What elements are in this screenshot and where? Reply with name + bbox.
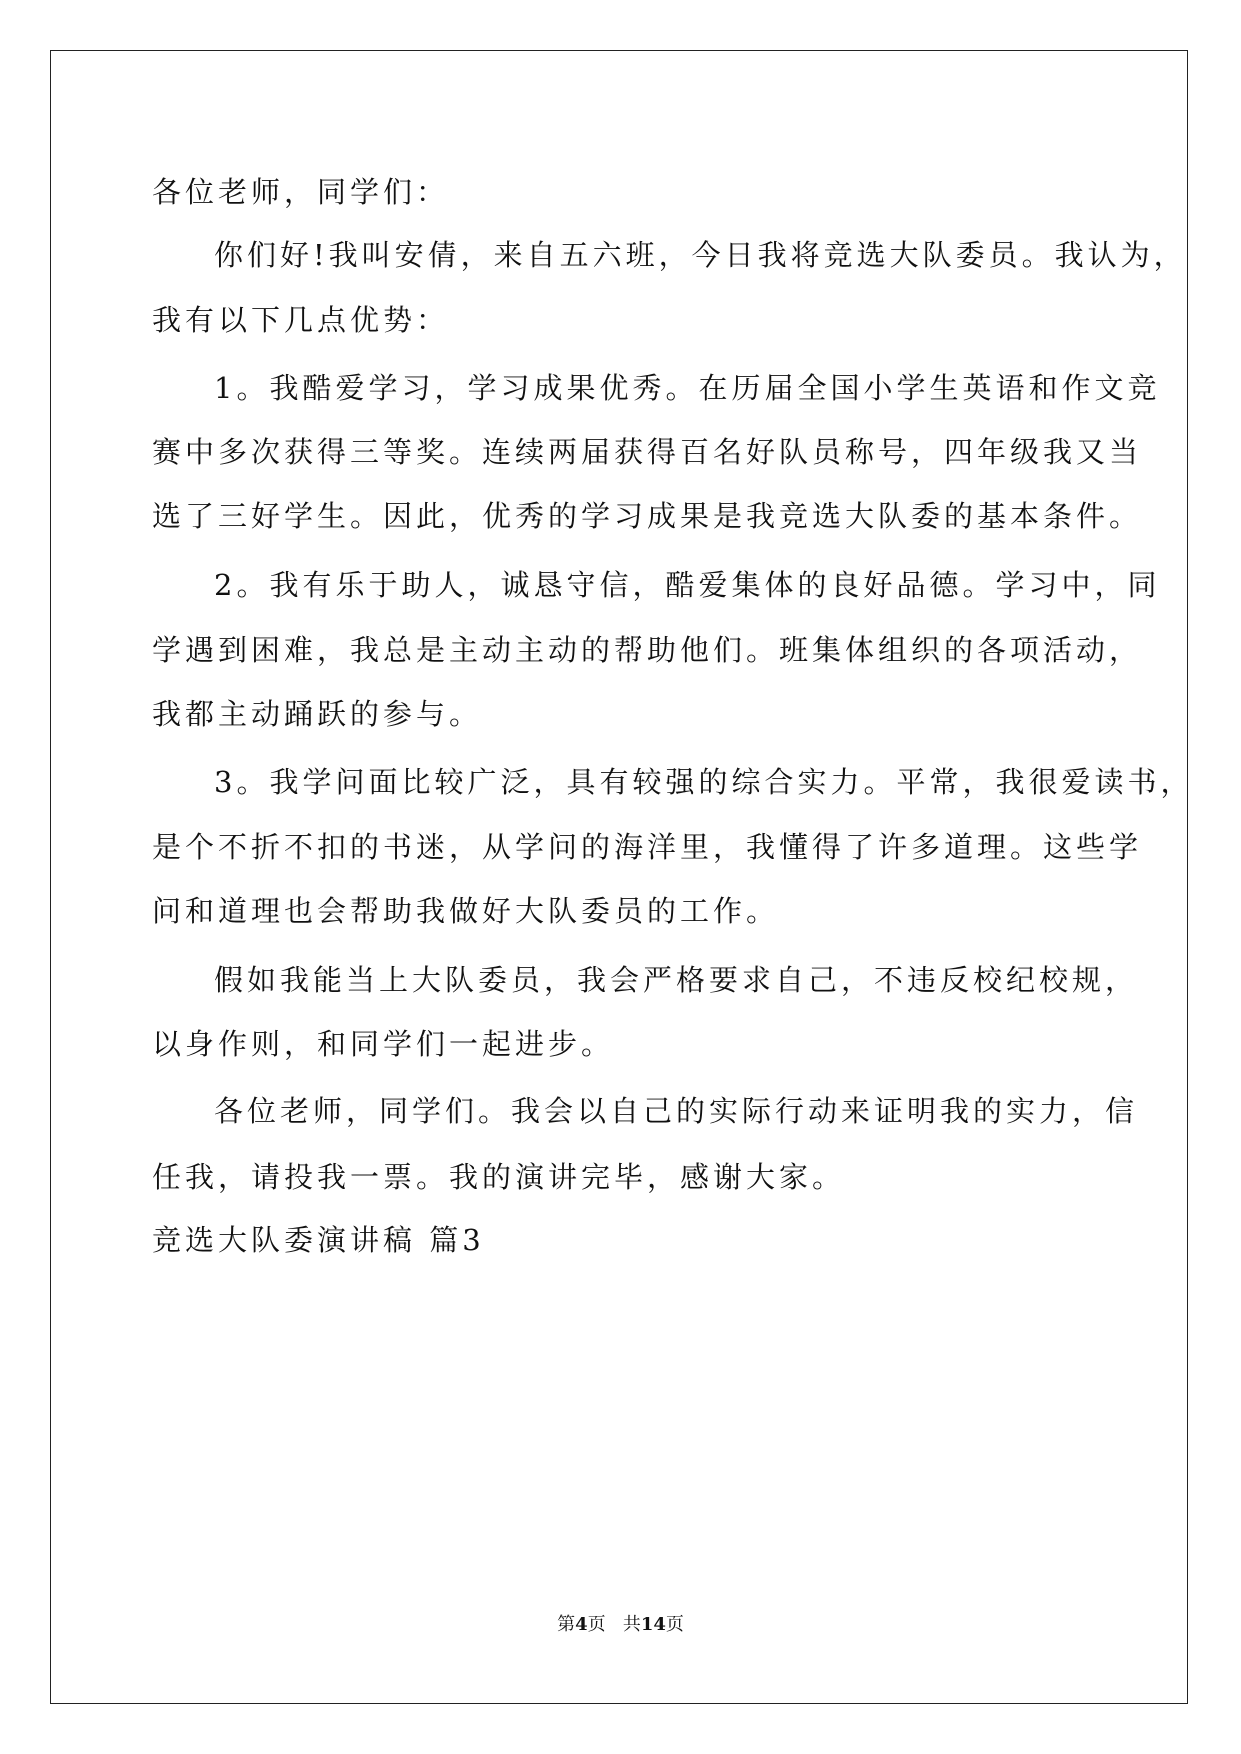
paragraph-line: 我都主动踊跃的参与。 [152,697,483,731]
salutation-line: 各位老师，同学们： [152,175,450,209]
section-heading: 竞选大队委演讲稿 篇3 [152,1223,485,1257]
paragraph-line: 任我，请投我一票。我的演讲完毕，感谢大家。 [152,1160,846,1194]
page-border [50,50,1188,1704]
paragraph-line: 2。我有乐于助人，诚恳守信，酷爱集体的良好品德。学习中，同 [214,568,1161,602]
paragraph-line: 1。我酷爱学习，学习成果优秀。在历届全国小学生英语和作文竞 [214,371,1161,405]
paragraph-line: 我有以下几点优势： [152,303,450,337]
paragraph-line: 你们好!我叫安倩，来自五六班，今日我将竞选大队委员。我认为， [214,238,1187,272]
paragraph-line: 问和道理也会帮助我做好大队委员的工作。 [152,894,780,928]
paragraph-line: 假如我能当上大队委员，我会严格要求自己，不违反校纪校规， [214,963,1139,997]
paragraph-line: 赛中多次获得三等奖。连续两届获得百名好队员称号，四年级我又当 [152,435,1143,469]
footer-page-unit: 页 [587,1614,606,1635]
footer-total-pages: 14 [640,1614,666,1635]
page-footer [0,1613,1241,1637]
footer-total-unit: 页 [665,1614,684,1635]
paragraph-line: 3。我学问面比较广泛，具有较强的综合实力。平常，我很爱读书， [214,765,1194,799]
paragraph-line: 学遇到困难，我总是主动主动的帮助他们。班集体组织的各项活动， [152,633,1143,667]
paragraph-line: 选了三好学生。因此，优秀的学习成果是我竞选大队委的基本条件。 [152,499,1143,533]
footer-total-prefix: 共 [622,1614,641,1635]
footer-current-page: 4 [575,1614,588,1635]
paragraph-line: 各位老师，同学们。我会以自己的实际行动来证明我的实力，信 [214,1094,1139,1128]
paragraph-line: 是个不折不扣的书迷，从学问的海洋里，我懂得了许多道理。这些学 [152,830,1143,864]
paragraph-line: 以身作则，和同学们一起进步。 [152,1027,615,1061]
footer-prefix: 第 [557,1614,576,1635]
